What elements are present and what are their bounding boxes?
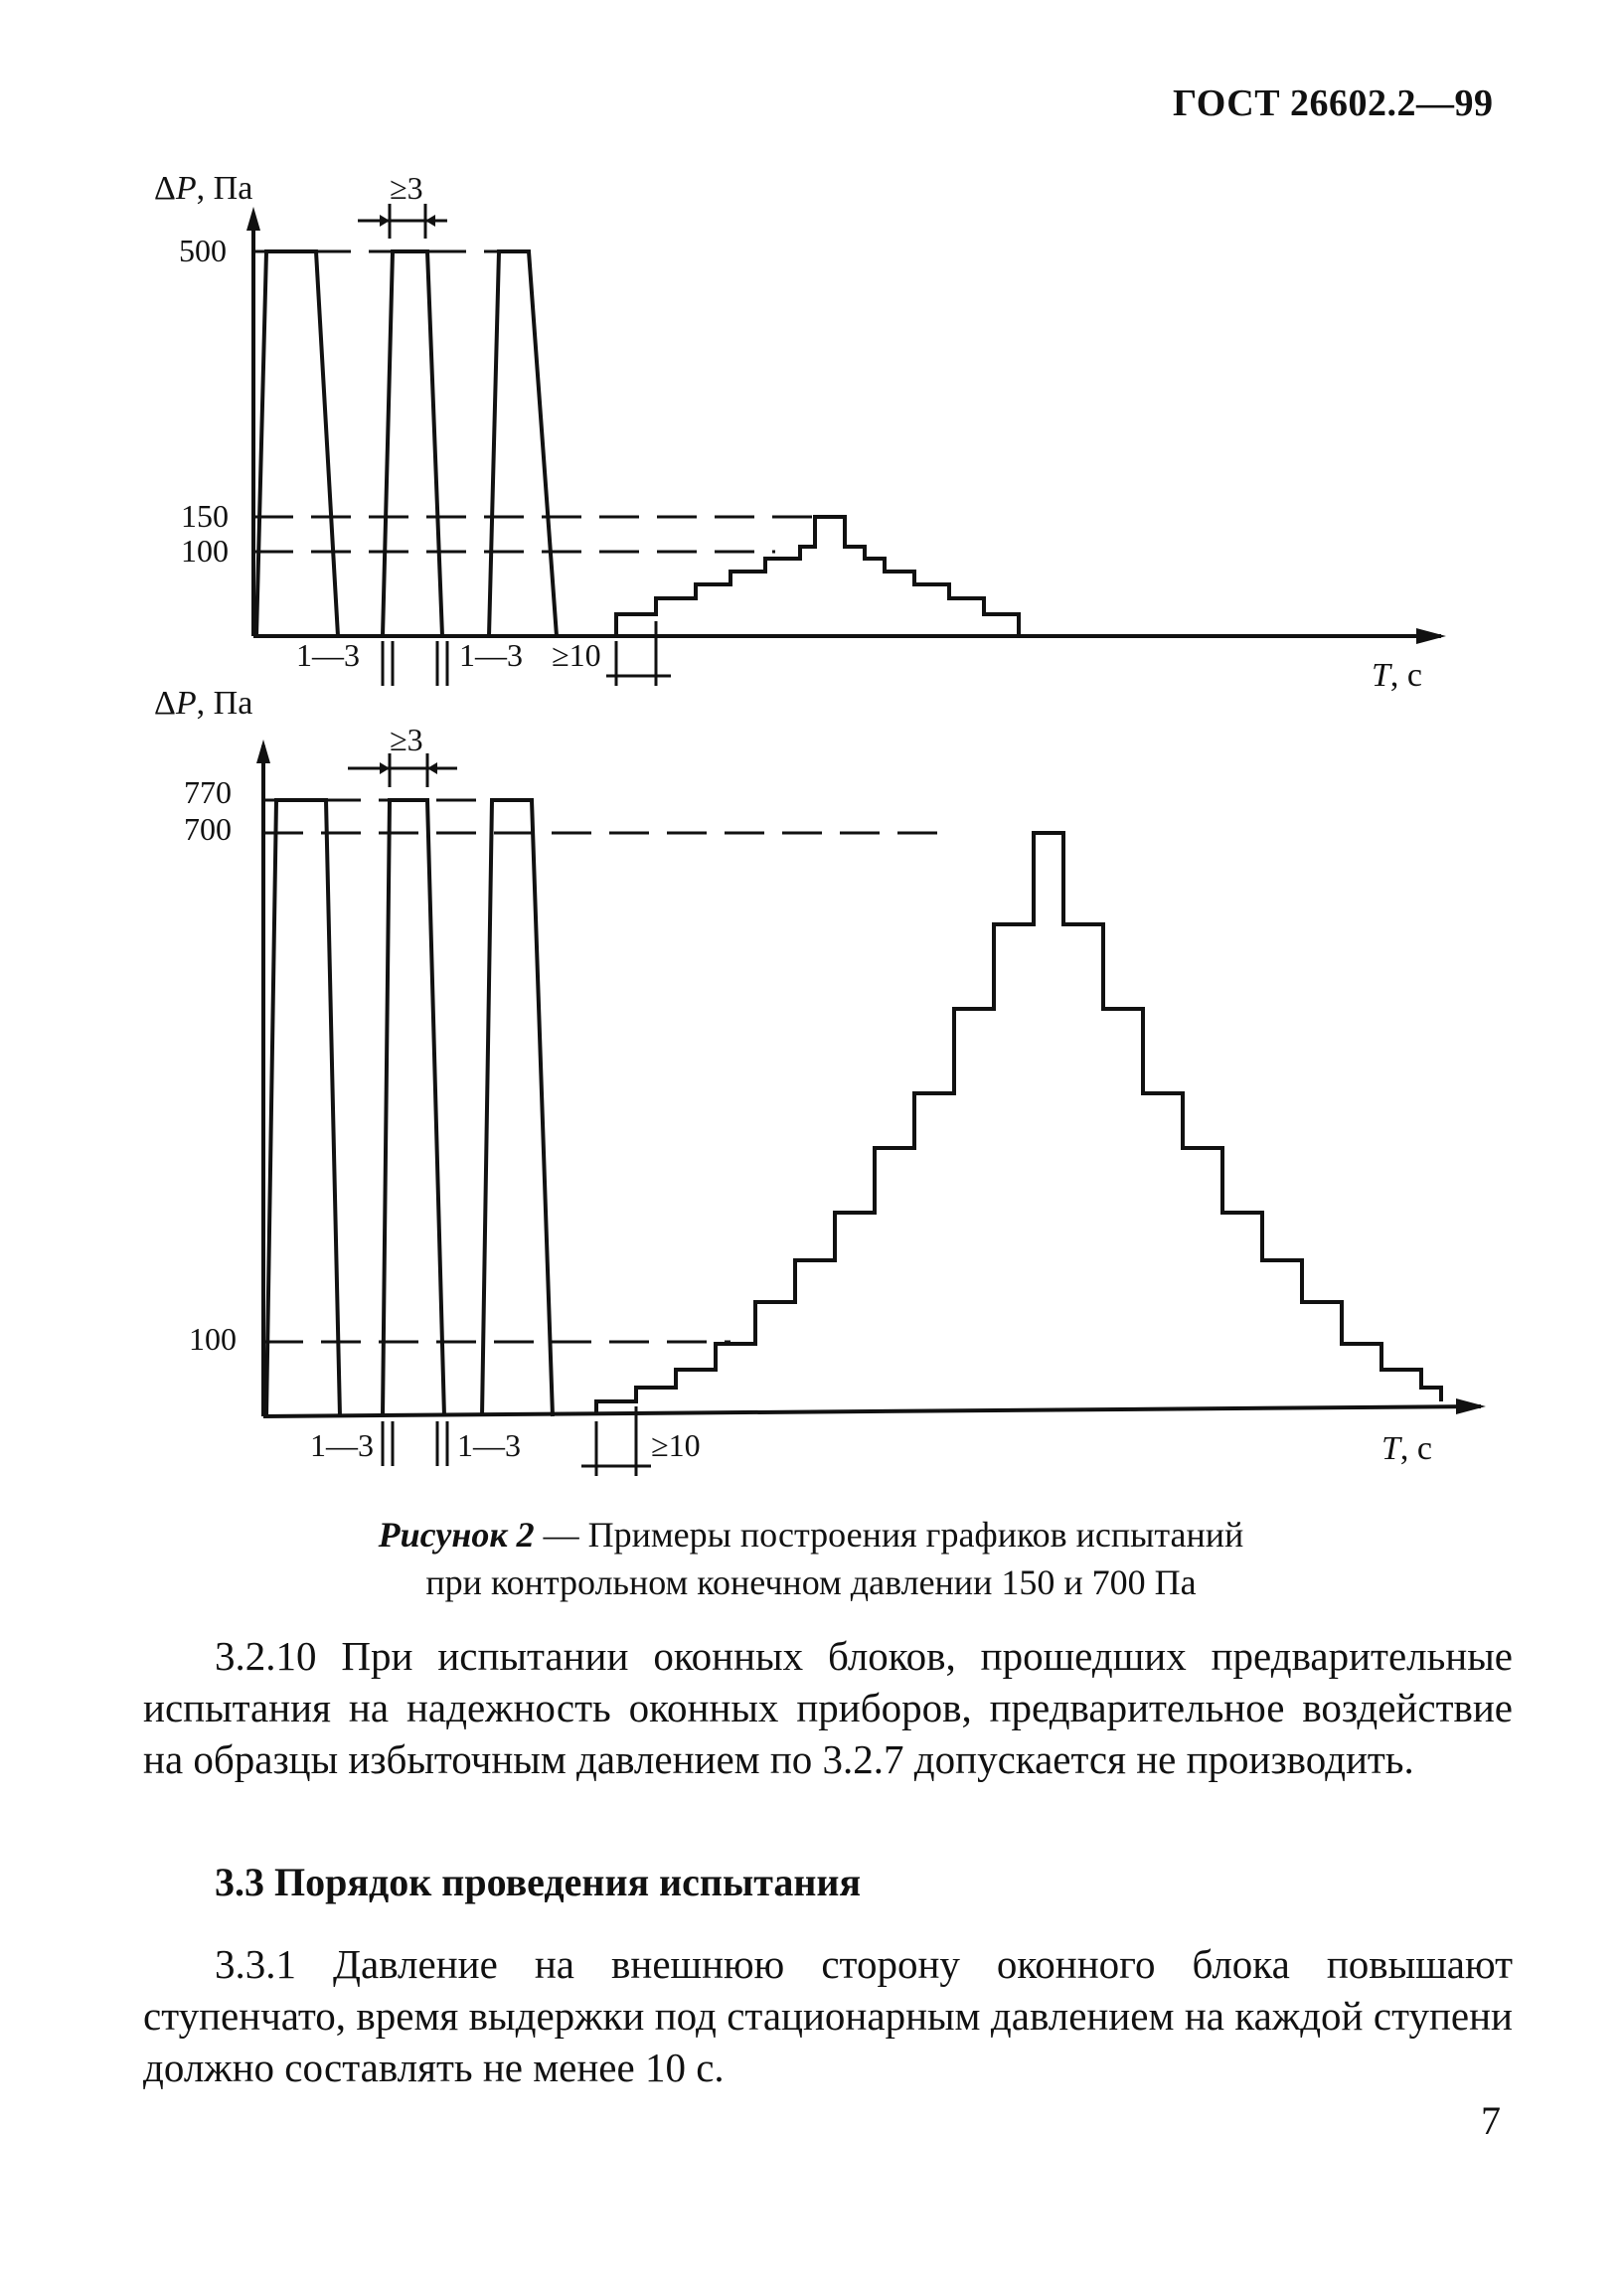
chart-2 [154,685,1486,1476]
chart-1-tick-150: 150 [181,498,229,534]
paragraph-3-3-1: 3.3.1 Давление на внешнюю сторону оконного блока повышают ступенчато, время выдержки под стационарным давлением на каждой ступени должно составлять не менее 10 с. [143,1941,1513,2090]
chart-1-pulse [383,251,442,636]
chart-2-tick-700: 700 [184,811,232,847]
figure-label: Рисунок 2 [378,1515,535,1555]
page-number: 7 [1481,2098,1501,2143]
chart-2-tick-100: 100 [189,1321,237,1357]
chart-2-pulse [482,800,553,1416]
paragraph-3-2-10: 3.2.10 При испытании оконных блоков, прошедших предварительные испытания на надежность оконных приборов, предварительное воздействие на образцы избыточным давлением по 3.2.7 допускается не производить. [143,1633,1513,1782]
chart-2-step-profile [596,833,1441,1414]
chart-1-pulse [489,251,557,636]
chart-1-pulse [256,251,338,636]
chart-2-y-label: ΔP, Па [154,685,253,722]
chart-2-rise-left: 1—3 [310,1427,374,1463]
figure-caption-line1 [0,1511,1622,1558]
figure-dash: — [534,1515,588,1555]
chart-2-hold-label: ≥10 [651,1427,701,1463]
chart-2-pulse [383,800,444,1416]
chart-1-x-label: T, с [1372,657,1423,694]
chart-1-gap-label: ≥3 [390,170,423,206]
chart-1 [154,170,1446,694]
chart-2-pulse [266,800,340,1416]
chart-1-rise-left: 1—3 [296,637,360,673]
chart-1-rise-right: 1—3 [459,637,523,673]
chart-2-x-label: T, с [1381,1430,1433,1467]
chart-2-rise-right: 1—3 [457,1427,521,1463]
chart-1-tick-500: 500 [179,233,227,268]
chart-2-gap-label: ≥3 [390,722,423,757]
figure-caption [0,1511,1622,1606]
chart-1-y-label: ΔP, Па [154,170,253,207]
chart-1-step-profile [616,517,1019,636]
chart-1-y-arrow [246,207,260,231]
figure-caption-line2: при контрольном конечном давлении 150 и 700 Па [425,1562,1197,1602]
figure-caption-text1: Примеры построения графиков испытаний [587,1515,1244,1555]
chart-1-hold-label: ≥10 [552,637,601,673]
standard-header: ГОСТ 26602.2—99 [1173,82,1494,124]
chart-2-x-arrow [1456,1398,1486,1414]
chart-1-x-arrow [1416,628,1446,644]
chart-2-y-arrow [256,739,270,763]
section-heading-3-3: 3.3 Порядок проведения испытания [215,1860,862,1904]
chart-2-tick-770: 770 [184,774,232,810]
chart-1-tick-100: 100 [181,533,229,569]
